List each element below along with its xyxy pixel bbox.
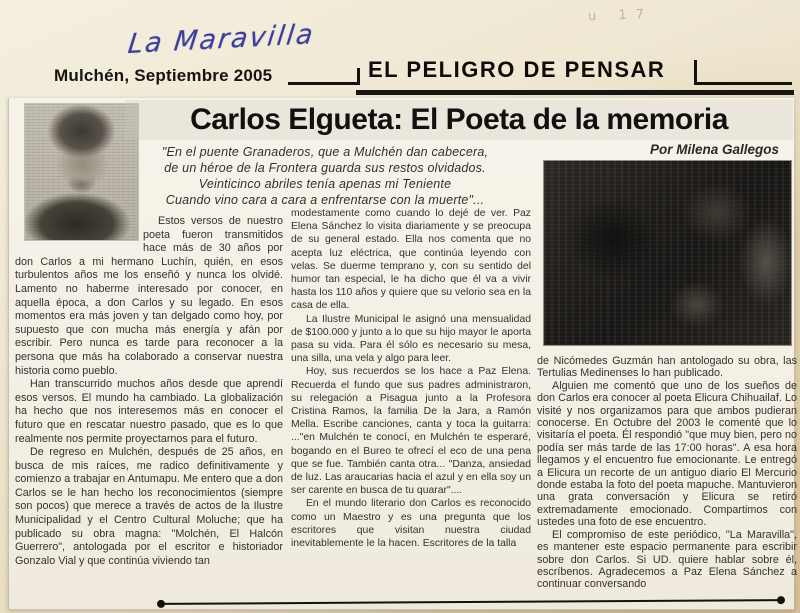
paragraph: El compromiso de este periódico, "La Maravilla", es mantener este espacio permanente para escribir sobre don Carlos. Si UD. quiere hablar sobre él, escríbenos. Agradecemos a Paz Elena Sánchez a continuar conversando [537,528,797,591]
column-right [537,355,797,591]
paragraph: de Nicómedes Guzmán han antologado su obra, las Tertulias Medinenses lo han publicado. [537,355,797,380]
article-scan-block [8,98,797,610]
poem-epigraph [101,144,549,208]
column-middle [291,207,531,550]
paragraph: Estos versos de nuestro poeta fueron transmitidos hace más de 30 años por don Carlos a mi hermano Luchín, quién, en esos turbulentos años me los enseñó y nunca los olvidé. Lamento no haberme interesado por conocer, en aquella época, a don Carlos y su legado. En esos momentos era más joven y tan delgado como hoy, por supuesto que con mucha más energía y afán por escribir. Pero nunca es tarde para reconocer a la persona que más ha colaborado a conservar nuestra historia como pueblo. [15,215,283,377]
paragraph: modestamente como cuando lo dejé de ver. Paz Elena Sánchez lo visita diariamente y se preocupa de su general estado. Ella nos comenta que no acepta luz eléctrica, que continúa leyendo con velas. Se duerme temprano y, con su sentido del humor tan especial, le ha dicho que él va a vivir hasta los 110 años y quiere que su velorio sea en la casa de ella. [291,208,531,312]
paragraph: En el mundo literario don Carlos es reconocido como un Maestro y es una pregunta que los escritores que visitan nuestra ciudad inevitablemente le la hacen. Escritores de la talla [291,498,531,550]
paragraph: Han transcurrido muchos años desde que aprendí esos versos. El mundo ha cambiado. La globalización ha hecho que nos interesemos más en conocer el futuro que en rescatar nuestro pasado, que es lo que realmente nos permite proyectarnos para el futuro. [15,378,283,445]
epigraph-line: Veinticinco abriles tenía apenas mi Teniente [198,177,452,191]
pencil-annotation: u 17 [587,6,654,25]
article-title: Carlos Elgueta: El Poeta de la memoria [125,100,793,140]
epigraph-line: "En el puente Granaderos, que a Mulchén dan cabecera, [161,145,489,159]
byline: Por Milena Gallegos [649,142,779,157]
rule-line [161,599,781,605]
column-left [15,215,283,568]
section-bracket-right-line [694,82,792,85]
paragraph: La Ilustre Municipal le asignó una mensualidad de $100.000 y junto a lo que su hijo mayor le aporta pasa su vida. Para él sólo es necesario su mesa, una silla, una vela y algo para leer. [291,313,531,365]
epigraph-line: Cuando vino cara a cara a enfrentarse con la muerte"... [165,193,485,207]
section-header: EL PELIGRO DE PENSAR [368,57,666,82]
rule-end-dot [777,596,785,604]
epigraph-line: de un héroe de la Frontera guarda sus restos olvidados. [164,161,486,175]
bottom-decorative-rule [157,596,785,608]
handwritten-publication-title: La Maravilla [126,18,317,61]
encounter-photo [544,161,791,345]
portrait-wrap-spacer [15,215,143,243]
section-bracket-left-tick [357,68,360,85]
section-rule [356,90,794,95]
paragraph: Alguien me comentó que uno de los sueños de don Carlos era conocer al poeta Elicura Chihuailaf. Lo visité y nos organizamos para que ambos pudieran conocerse. En Octubre del 2003 le comenté que lo visitaría el poeta. Él respondió "que muy bien, pero no podía ser más tarde de las 17:00 horas". A esa hora llegamos y el encuentro fue emocionante. Le entregó a Elicura un recorte de un antiguo diario El Mercurio donde estaba la foto del poeta mapuche. Mantuvieron una grata conversación y Elicura se retiró extremadamente emocionado. Compartimos con ustedes una foto de ese encuentro. [537,379,797,529]
paragraph: Hoy, sus recuerdos se los hace a Paz Elena. Recuerda el fundo que sus padres administraron, su relegación a Pisagua junto a la Profesora Cristina Ramos, la familia De la Jara, a Ramón Mella. Escribe canciones, canta y toca la guitarra: ..."en Mulchén te conocí, en Mulchén te esperaré, bogando en el Bureo te ofrecí el eco de una pena que se fue. También canta otra... "Danza, ansiedad de luz. Las araucarias hacia el azul y en ella soy un ser carente en busca de tu quarar".... [291,366,531,497]
section-bracket-left-line [288,82,360,85]
dateline: Mulchén, Septiembre 2005 [54,66,273,85]
paragraph: De regreso en Mulchén, después de 25 años, en busca de mis raíces, me radico definitivamente y comienzo a trabajar en Antumapu. Me entero que a don Carlos se le han hecho los reconocimientos (siempre son pocos) que merece a través de actos de la Ilustre Municipalidad y el Centro Cultural Moluche; que ha publicado su obra magna: "Molchén, El Halcón Guerrero", antologada por el escritor e historiador Gonzalo Vial y que continúa viviendo tan [15,446,283,567]
